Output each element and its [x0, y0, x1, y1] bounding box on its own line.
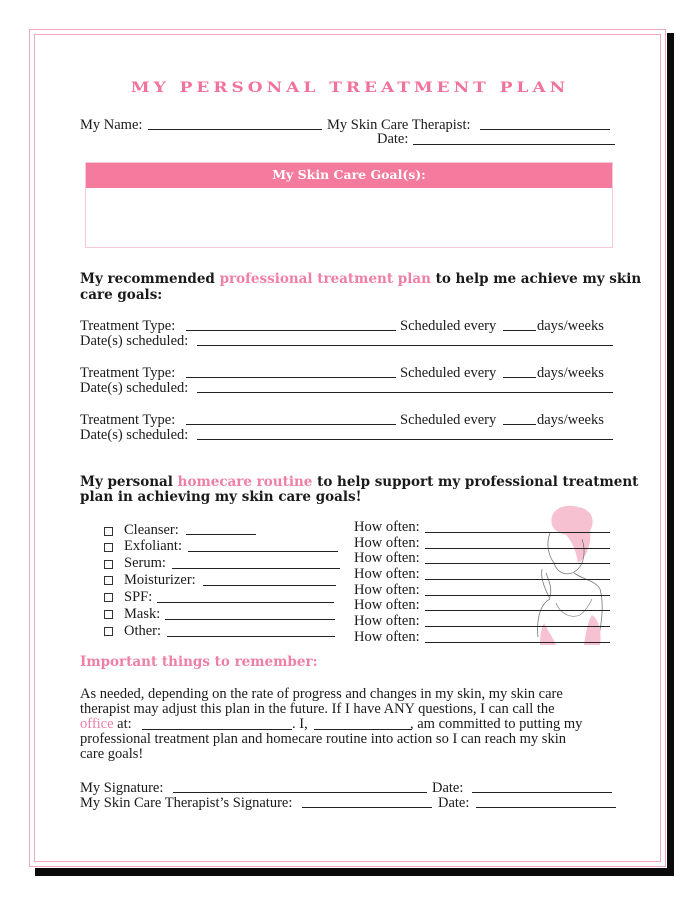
how-often-field[interactable] [425, 532, 610, 533]
product-field[interactable] [203, 585, 336, 586]
remember-text-i: . I, [292, 716, 308, 732]
remember-line-3 [80, 717, 132, 732]
how-often-field[interactable] [425, 548, 610, 549]
unit-label: days/weeks [537, 412, 604, 428]
product-label: Exfoliant: [124, 538, 182, 554]
treatment-type-field[interactable] [186, 424, 396, 425]
dates-scheduled-label: Date(s) scheduled: [80, 380, 189, 396]
remember-line-4: professional treatment plan and homecare routine into action so I can reach my skin [80, 731, 566, 747]
treatment-type-label: Treatment Type: [80, 365, 176, 381]
how-often-label: How often: [354, 535, 420, 551]
how-often-field[interactable] [425, 610, 610, 611]
page-title: MY PERSONAL TREATMENT PLAN [130, 80, 570, 96]
my-signature-label: My Signature: [80, 780, 164, 796]
dates-scheduled-label: Date(s) scheduled: [80, 427, 189, 443]
my-signature-field[interactable] [173, 792, 427, 793]
therapist-signature-field[interactable] [302, 807, 432, 808]
skin-care-goals-box[interactable] [85, 162, 613, 248]
product-field[interactable] [165, 619, 335, 620]
unit-label: days/weeks [537, 318, 604, 334]
dates-scheduled-field[interactable] [197, 345, 613, 346]
dates-scheduled-field[interactable] [197, 392, 613, 393]
professional-heading-line2: care goals: [80, 287, 163, 303]
product-field[interactable] [157, 602, 334, 603]
frequency-field[interactable] [503, 377, 536, 378]
product-label: Mask: [124, 606, 161, 622]
heading-highlight: professional treatment plan [219, 271, 431, 287]
how-often-field[interactable] [425, 626, 610, 627]
remember-line-5: care goals! [80, 746, 144, 762]
therapist-label: My Skin Care Therapist: [327, 117, 471, 133]
scheduled-every-label: Scheduled every [400, 318, 497, 334]
product-field[interactable] [172, 568, 340, 569]
how-often-field[interactable] [425, 563, 610, 564]
product-checkbox[interactable] [104, 610, 113, 619]
product-label: Cleanser: [124, 522, 179, 538]
product-checkbox[interactable] [104, 543, 113, 552]
therapist-signature-date-label: Date: [438, 795, 470, 811]
product-checkbox[interactable] [104, 627, 113, 636]
remember-line-1: As needed, depending on the rate of progress and changes in my skin, my skin care [80, 686, 563, 702]
heading-text: to help me achieve my skin [430, 271, 642, 287]
how-often-field[interactable] [425, 595, 610, 596]
how-often-label: How often: [354, 597, 420, 613]
product-label: Serum: [124, 555, 166, 571]
treatment-type-label: Treatment Type: [80, 318, 176, 334]
signature-date-label: Date: [432, 780, 464, 796]
homecare-heading-line1 [80, 475, 638, 490]
how-often-label: How often: [354, 519, 420, 535]
product-checkbox[interactable] [104, 560, 113, 569]
product-label: SPF: [124, 589, 153, 605]
office-phone-field[interactable] [142, 729, 292, 730]
scheduled-every-label: Scheduled every [400, 365, 497, 381]
product-checkbox[interactable] [104, 576, 113, 585]
how-often-label: How often: [354, 550, 420, 566]
name-field[interactable] [148, 129, 322, 130]
how-often-label: How often: [354, 566, 420, 582]
date-field[interactable] [413, 144, 615, 145]
product-field[interactable] [186, 534, 256, 535]
remember-line-2: therapist may adjust this plan in the future. If I have ANY questions, I can call the [80, 701, 555, 717]
heading-text: to help support my professional treatment [312, 474, 639, 490]
therapist-field[interactable] [480, 129, 610, 130]
homecare-heading-line2: plan in achieving my skin care goals! [80, 489, 362, 505]
product-checkbox[interactable] [104, 527, 113, 536]
signature-date-field[interactable] [472, 792, 612, 793]
how-often-label: How often: [354, 582, 420, 598]
dates-scheduled-label: Date(s) scheduled: [80, 333, 189, 349]
professional-heading-line1 [80, 272, 641, 287]
product-field[interactable] [188, 551, 338, 552]
name-label: My Name: [80, 117, 143, 133]
office-word: office [80, 716, 114, 732]
dates-scheduled-field[interactable] [197, 439, 613, 440]
page-shadow-bottom [35, 868, 674, 876]
treatment-type-field[interactable] [186, 330, 396, 331]
how-often-field[interactable] [425, 579, 610, 580]
date-label: Date: [377, 131, 409, 147]
remember-heading: Important things to remember: [80, 654, 318, 670]
remember-text-committed: , am committed to putting my [410, 716, 583, 732]
product-label: Other: [124, 623, 162, 639]
remember-text: at: [113, 716, 132, 732]
heading-highlight: homecare routine [177, 474, 313, 490]
how-often-label: How often: [354, 629, 420, 645]
page-shadow-right [667, 33, 674, 876]
therapist-signature-date-field[interactable] [476, 807, 616, 808]
goals-heading: My Skin Care Goal(s): [86, 163, 612, 188]
frequency-field[interactable] [503, 424, 536, 425]
unit-label: days/weeks [537, 365, 604, 381]
treatment-type-label: Treatment Type: [80, 412, 176, 428]
how-often-label: How often: [354, 613, 420, 629]
how-often-field[interactable] [425, 642, 610, 643]
therapist-signature-label: My Skin Care Therapist’s Signature: [80, 795, 293, 811]
heading-text: My recommended [80, 271, 220, 287]
product-checkbox[interactable] [104, 593, 113, 602]
heading-text: My personal [80, 474, 178, 490]
product-field[interactable] [167, 636, 335, 637]
treatment-type-field[interactable] [186, 377, 396, 378]
product-label: Moisturizer: [124, 572, 196, 588]
frequency-field[interactable] [503, 330, 536, 331]
client-name-field[interactable] [314, 729, 412, 730]
scheduled-every-label: Scheduled every [400, 412, 497, 428]
